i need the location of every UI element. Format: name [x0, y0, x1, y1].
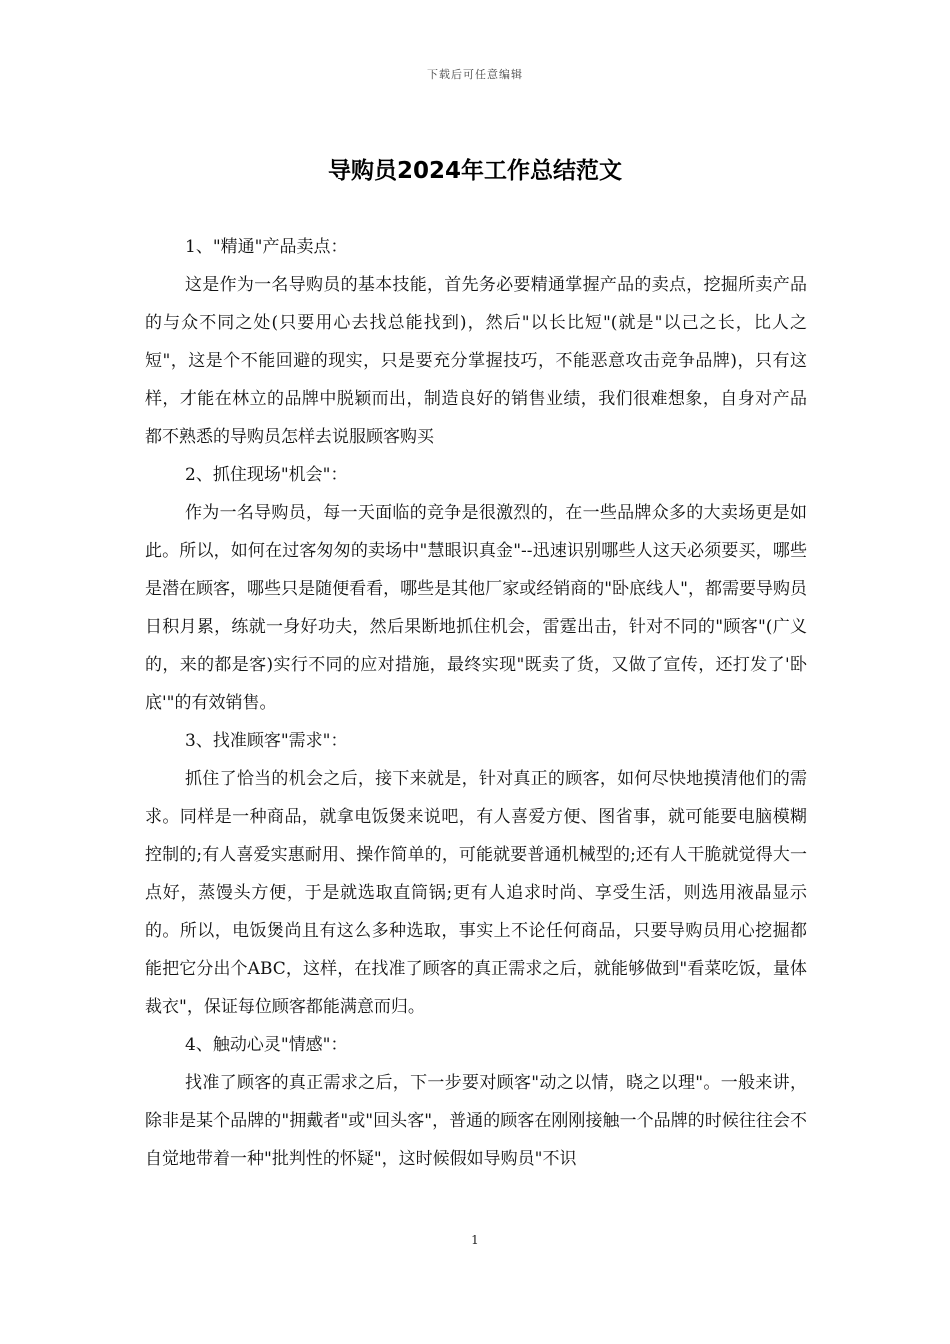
body-paragraph-3: 抓住了恰当的机会之后，接下来就是，针对真正的顾客，如何尽快地摸清他们的需求。同样是一种商品，就拿电饭煲来说吧，有人喜爱方便、图省事，就可能要电脑模糊控制的;有人喜爱实惠耐用、操作简单的，可能就要普通机械型的;还有人干脆就觉得大一点好，蒸馒头方便，于是就选取直筒锅;更有人追求时尚、享受生活，则选用液晶显示的。所以，电饭煲尚且有这么多种选取，事实上不论任何商品，只要导购员用心挖掘都能把它分出个ABC，这样，在找准了顾客的真正需求之后，就能够做到"看菜吃饭，量体裁衣"，保证每位顾客都能满意而归。 — [145, 769, 807, 1017]
section-heading-2: 2、抓住现场"机会"： — [185, 465, 348, 485]
document-body — [145, 228, 807, 1178]
body-paragraph-1: 这是作为一名导购员的基本技能，首先务必要精通掌握产品的卖点，挖掘所卖产品的与众不同之处(只要用心去找总能找到)，然后"以长比短"(就是"以己之长，比人之短"，这是个不能回避的现实，只是要充分掌握技巧，不能恶意攻击竞争品牌)，只有这样，才能在林立的品牌中脱颖而出，制造良好的销售业绩，我们很难想象，自身对产品都不熟悉的导购员怎样去说服顾客购买 — [145, 275, 807, 447]
document-title: 导购员2024年工作总结范文 — [327, 158, 622, 184]
page-number: 1 — [471, 1233, 479, 1247]
section-heading-4: 4、触动心灵"情感"： — [185, 1035, 348, 1055]
header-note: 下载后可任意编辑 — [427, 68, 523, 81]
section-heading-3: 3、找准顾客"需求"： — [185, 731, 348, 751]
section-heading-1: 1、"精通"产品卖点： — [185, 237, 348, 257]
body-paragraph-2: 作为一名导购员，每一天面临的竞争是很激烈的，在一些品牌众多的大卖场更是如此。所以，如何在过客匆匆的卖场中"慧眼识真金"--迅速识别哪些人这天必须要买，哪些是潜在顾客，哪些只是随便看看，哪些是其他厂家或经销商的"卧底线人"，都需要导购员日积月累，练就一身好功夫，然后果断地抓住机会，雷霆出击，针对不同的"顾客"(广义的，来的都是客)实行不同的应对措施，最终实现"既卖了货，又做了宣传，还打发了'卧底'"的有效销售。 — [145, 503, 807, 713]
body-paragraph-4: 找准了顾客的真正需求之后，下一步要对顾客"动之以情，晓之以理"。一般来讲，除非是某个品牌的"拥戴者"或"回头客"，普通的顾客在刚刚接触一个品牌的时候往往会不自觉地带着一种"批判性的怀疑"，这时候假如导购员"不识 — [145, 1073, 807, 1169]
